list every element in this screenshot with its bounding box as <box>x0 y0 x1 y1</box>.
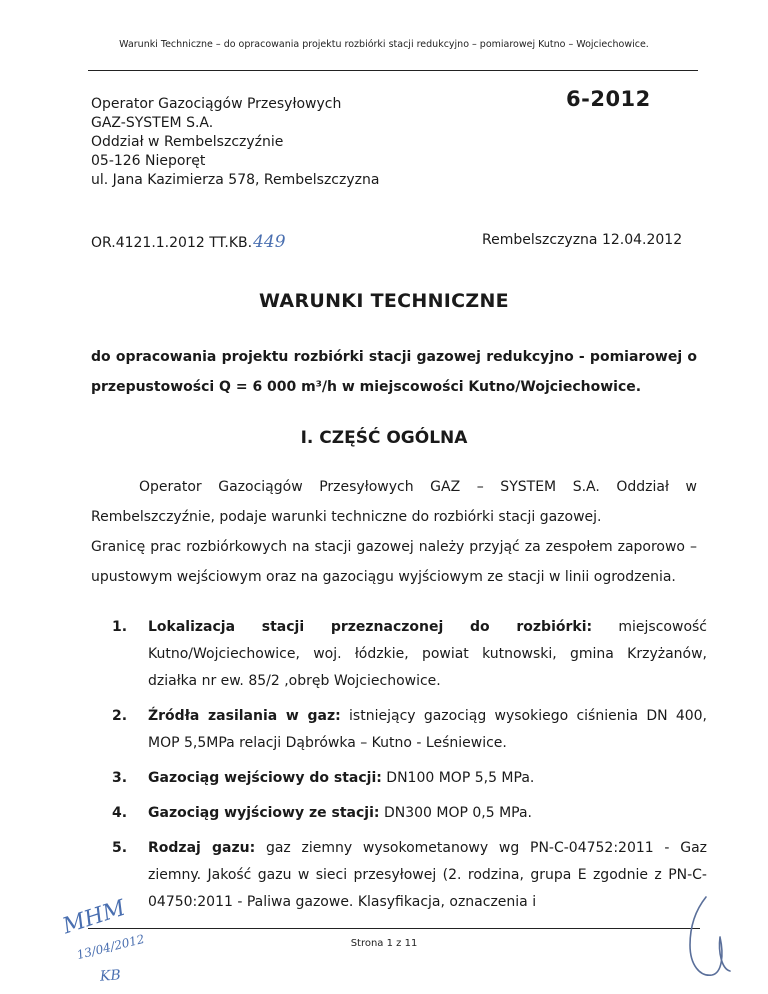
handwritten-date: 13/04/2012 <box>75 931 146 963</box>
list-item-number: 4. <box>112 805 128 821</box>
handwritten-mark: KB <box>99 967 122 985</box>
reference-handwritten-number: 449 <box>253 232 286 252</box>
list-item <box>91 835 707 916</box>
document-subject: do opracowania projektu rozbiórki stacji gazowej redukcyjno - pomiarowej o przepustowości Q = 6 000 m³/h w miejscowości Kutno/Wojciechowice. <box>91 349 697 395</box>
signature-mark <box>676 893 736 983</box>
running-header: Warunki Techniczne – do opracowania projektu rozbiórki stacji redukcyjno – pomiarowej Kutno – Wojciechowice. <box>119 39 649 50</box>
list-item-number: 3. <box>112 770 128 786</box>
list-item-text: istniejący gazociąg wysokiego ciśnienia DN 400, MOP 5,5MPa relacji Dąbrówka – Kutno - Leśniewice. <box>148 708 708 751</box>
list-item <box>91 765 707 792</box>
list-item-text: miejscowość Kutno/Wojciechowice, woj. łódzkie, powiat kutnowski, gmina Krzyżanów, działka nr ew. 85/2 ,obręb Wojciechowice. <box>148 619 707 689</box>
list-item-text: DN300 MOP 0,5 MPa. <box>383 805 532 821</box>
list-item <box>91 800 707 827</box>
footer-divider <box>88 928 700 929</box>
list-item-label: Źródła zasilania w gaz: <box>148 708 341 724</box>
reference-number-text: OR.4121.1.2012 TT.KB. <box>91 235 253 251</box>
sender-line: Operator Gazociągów Przesyłowych <box>91 96 342 112</box>
sender-line: GAZ-SYSTEM S.A. <box>91 115 214 131</box>
paragraph: Granicę prac rozbiórkowych na stacji gazowej należy przyjąć za zespołem zaporowo – upustowym wejściowym oraz na gazociągu wyjściowym ze stacji w linii ogrodzenia. <box>91 539 697 585</box>
list-item-text: gaz ziemny wysokometanowy wg PN-C-04752:2011 - Gaz ziemny. Jakość gazu w sieci przesyłowej (2. rodzina, grupa E zgodnie z PN-C-04750:2011 - Paliwa gazowe. Klasyfikacja, oznaczenia i <box>148 840 708 910</box>
list-item-number: 5. <box>112 840 128 856</box>
paragraph: Operator Gazociągów Przesyłowych GAZ – SYSTEM S.A. Oddział w Rembelszczyźnie, podaje warunki techniczne do rozbiórki stacji gazowej. <box>91 479 697 525</box>
sender-line: ul. Jana Kazimierza 578, Rembelszczyzna <box>91 172 380 188</box>
list-item <box>91 703 707 757</box>
sender-address <box>91 95 379 190</box>
handwritten-initials: MHM <box>59 895 129 940</box>
page-number: Strona 1 z 11 <box>350 938 418 949</box>
list-item-label: Gazociąg wejściowy do stacji: <box>148 770 382 786</box>
list-item-number: 1. <box>112 619 128 635</box>
header-divider <box>88 70 698 71</box>
list-item-number: 2. <box>112 708 128 724</box>
place-and-date: Rembelszczyzna 12.04.2012 <box>482 232 683 248</box>
reference-number <box>91 232 286 252</box>
section-title: I. CZĘŚĆ OGÓLNA <box>300 428 468 448</box>
document-number: 6-2012 <box>566 87 651 111</box>
list-item-label: Lokalizacja stacji przeznaczonej do rozbiórki: <box>148 619 593 635</box>
list-item-text: DN100 MOP 5,5 MPa. <box>386 770 535 786</box>
sender-line: Oddział w Rembelszczyźnie <box>91 134 284 150</box>
section-body <box>91 472 697 592</box>
numbered-list <box>91 614 707 924</box>
list-item-label: Rodzaj gazu: <box>148 840 256 856</box>
sender-line: 05-126 Nieporęt <box>91 153 206 169</box>
document-title: WARUNKI TECHNICZNE <box>259 290 509 312</box>
list-item-label: Gazociąg wyjściowy ze stacji: <box>148 805 380 821</box>
list-item <box>91 614 707 695</box>
